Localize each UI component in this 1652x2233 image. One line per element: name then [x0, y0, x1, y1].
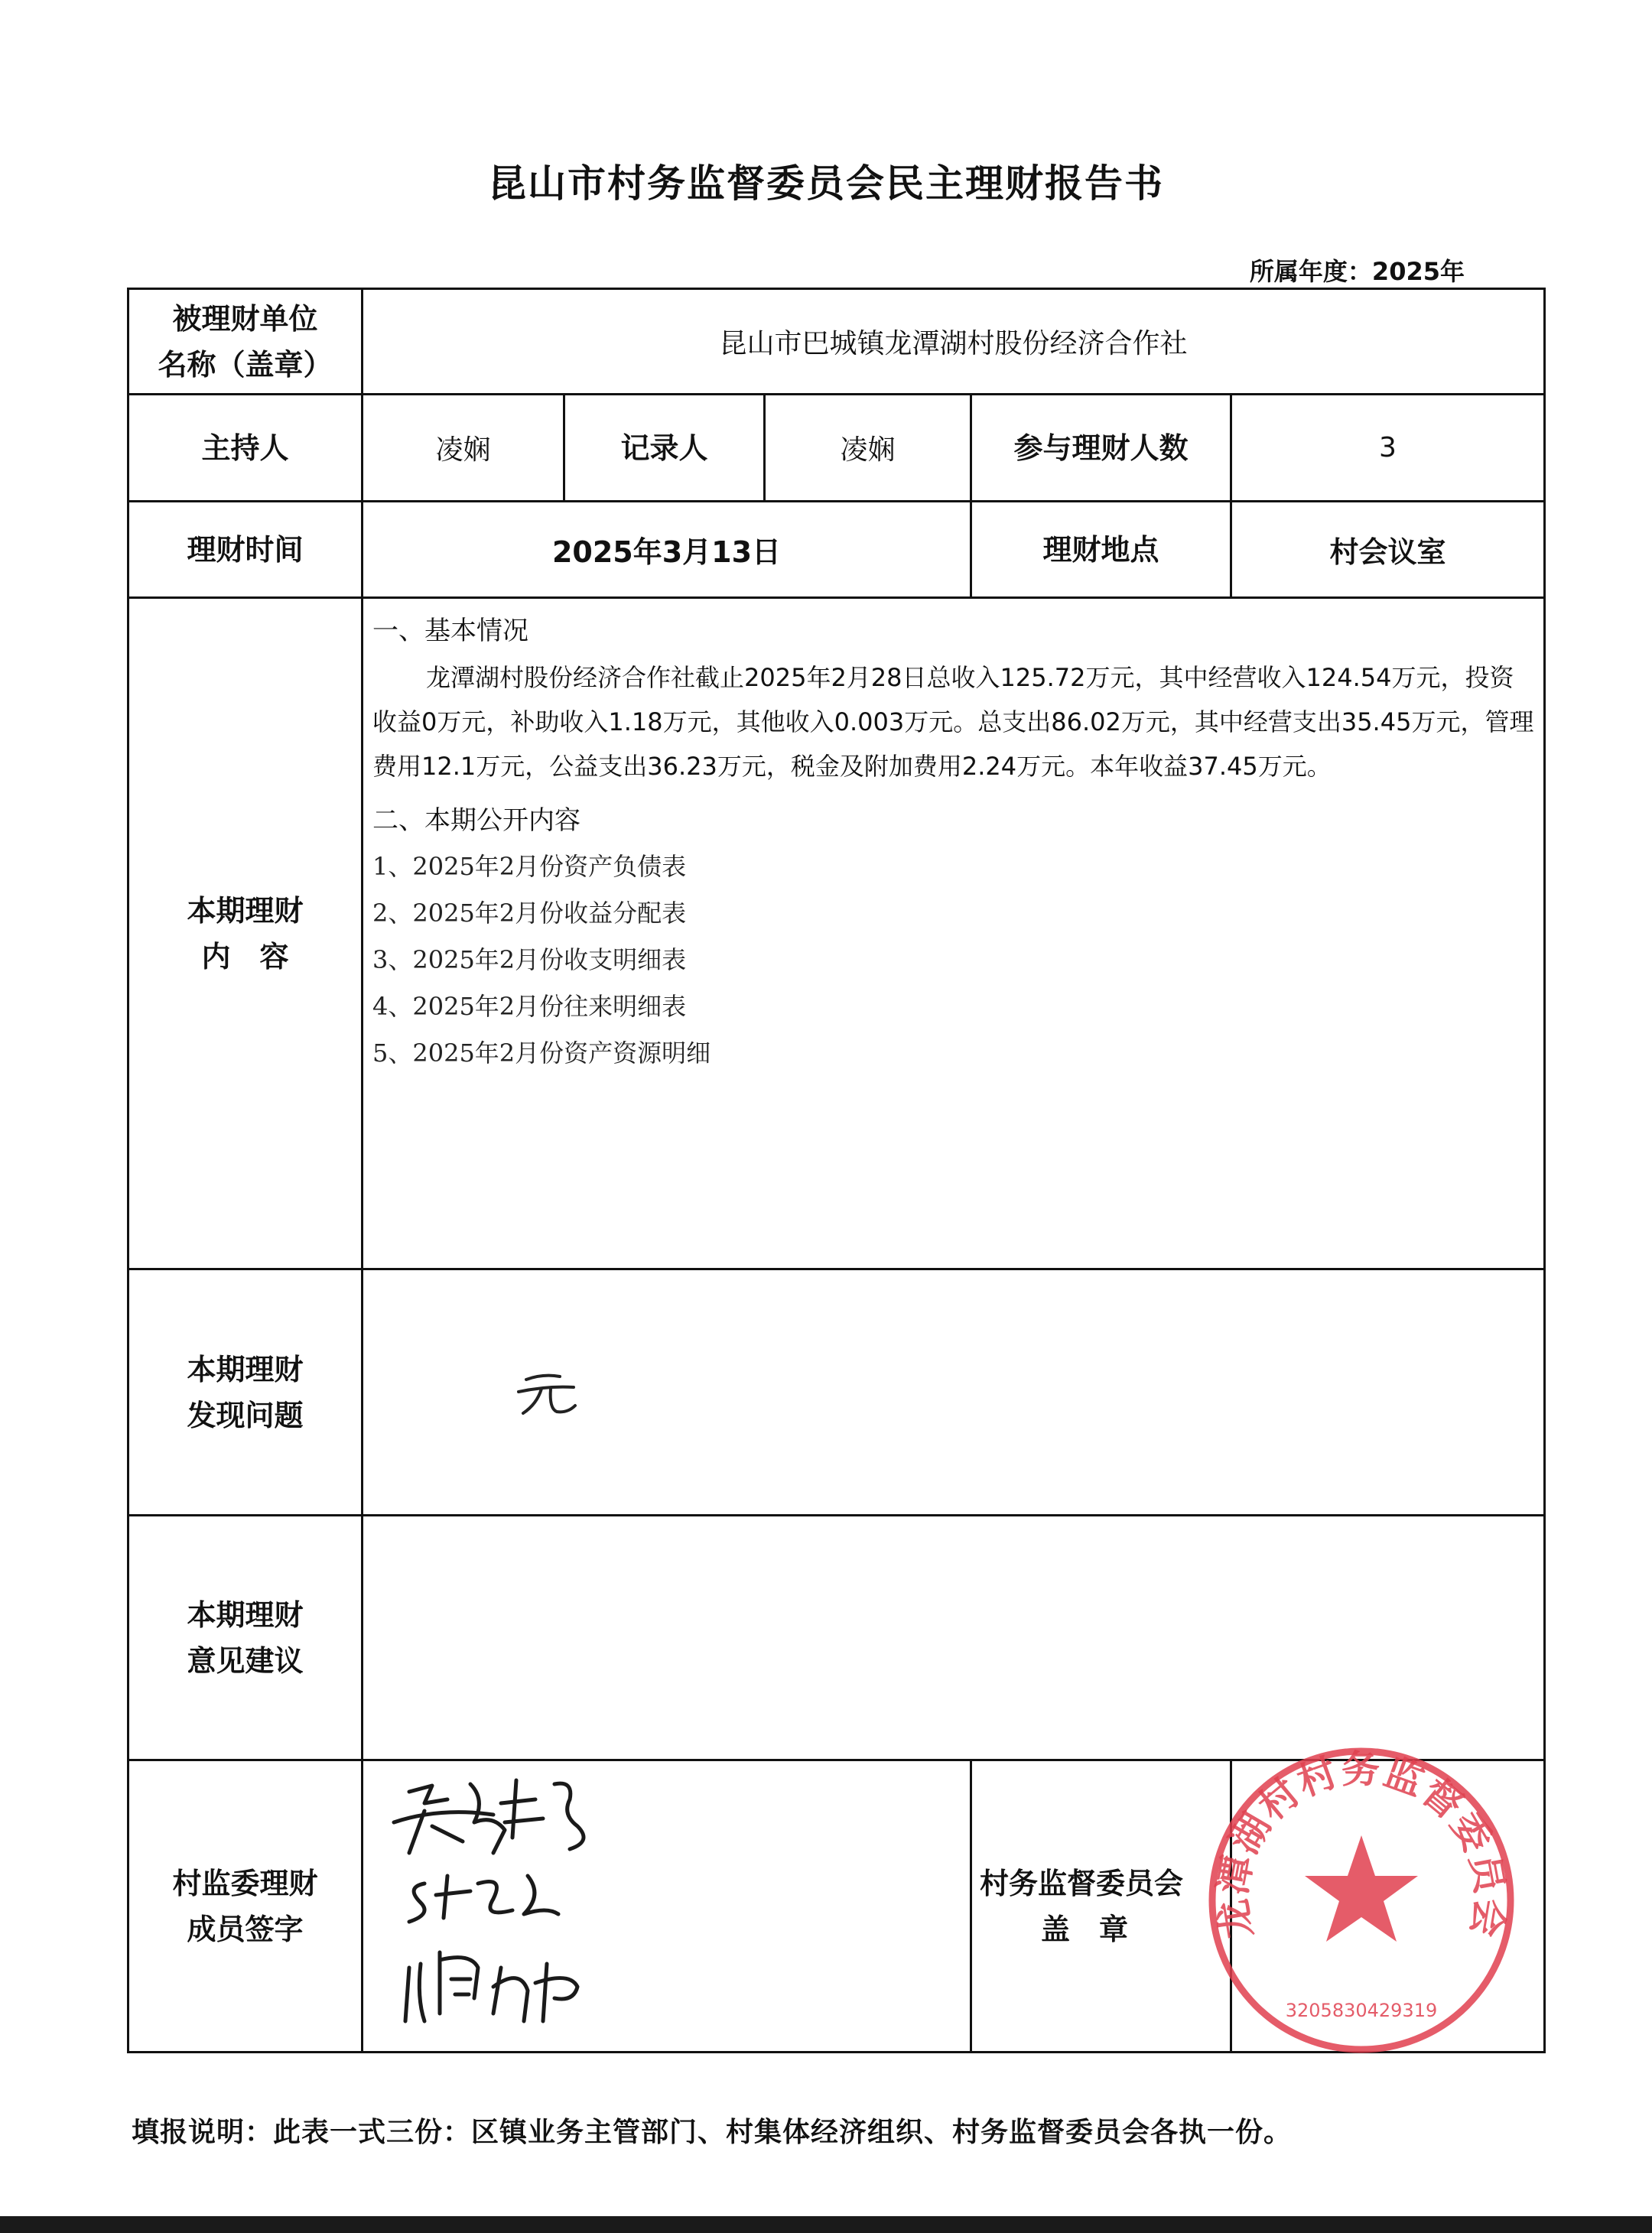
disclosure-item: 5、2025年2月份资产资源明细 [372, 1038, 711, 1068]
time-label: 理财时间 [128, 502, 363, 598]
host-label: 主持人 [128, 395, 363, 502]
suggestions-cell [363, 1516, 1545, 1760]
disclosure-item: 2、2025年2月份收益分配表 [372, 899, 687, 928]
participants-label: 参与理财人数 [971, 395, 1231, 502]
disclosure-item: 1、2025年2月份资产负债表 [372, 852, 687, 881]
unit-name: 昆山市巴城镇龙潭湖村股份经济合作社 [363, 289, 1545, 395]
committee-seal-label: 村务监督委员会 盖 章 [971, 1760, 1231, 2053]
suggestions-row [128, 1516, 1545, 1760]
suggestions-label: 本期理财 意见建议 [128, 1516, 363, 1760]
unit-row [128, 289, 1545, 395]
issues-label: 本期理财 发现问题 [128, 1269, 363, 1516]
official-seal [1201, 1740, 1522, 2061]
host-row [128, 395, 1545, 502]
content-row [128, 598, 1545, 1269]
section-basic-text: 龙潭湖村股份经济合作社截止2025年2月28日总收入125.72万元，其中经营收入124.54万元，投资收益0万元，补助收入1.18万元，其他收入0.003万元。总支出86.02万元，其中经营支出35.45万元，管理费用12.1万元，公益支出36.23万元，税金及附加费用2.24万元。本年收益37.45万元。 [372, 663, 1534, 781]
disclosure-item: 3、2025年2月份收支明细表 [372, 945, 687, 974]
signatures-cell [363, 1760, 971, 2053]
signatures-label: 村监委理财 成员签字 [128, 1760, 363, 2053]
scan-edge [0, 2216, 1652, 2233]
recorder-label: 记录人 [564, 395, 765, 502]
participants-value: 3 [1231, 395, 1545, 502]
disclosure-item: 4、2025年2月份往来明细表 [372, 992, 687, 1021]
time-value: 2025年3月13日 [363, 502, 971, 598]
content-label: 本期理财 内 容 [128, 598, 363, 1269]
host-value: 凌娴 [363, 395, 564, 502]
issues-row [128, 1269, 1545, 1516]
fiscal-year: 所属年度：2025年 [1249, 257, 1465, 286]
document-title: 昆山市村务监督委员会民主理财报告书 [488, 161, 1164, 206]
member-signatures [379, 1769, 669, 2044]
footer-note: 填报说明：此表一式三份：区镇业务主管部门、村集体经济组织、村务监督委员会各执一份。 [132, 2117, 1293, 2148]
section-disclosure-title: 二、本期公开内容 [372, 805, 580, 836]
place-label: 理财地点 [971, 502, 1231, 598]
handwritten-none [512, 1366, 581, 1419]
time-row [128, 502, 1545, 598]
place-value: 村会议室 [1231, 502, 1545, 598]
recorder-value: 凌娴 [765, 395, 971, 502]
issues-cell [363, 1269, 1545, 1516]
content-cell [363, 598, 1545, 1269]
section-basic-title: 一、基本情况 [372, 616, 528, 646]
seal-text: 龙潭湖村村务监督委员会 [1210, 1747, 1513, 1942]
unit-label: 被理财单位 名称（盖章） [128, 289, 363, 395]
seal-code: 3205830429319 [1285, 2000, 1438, 2021]
